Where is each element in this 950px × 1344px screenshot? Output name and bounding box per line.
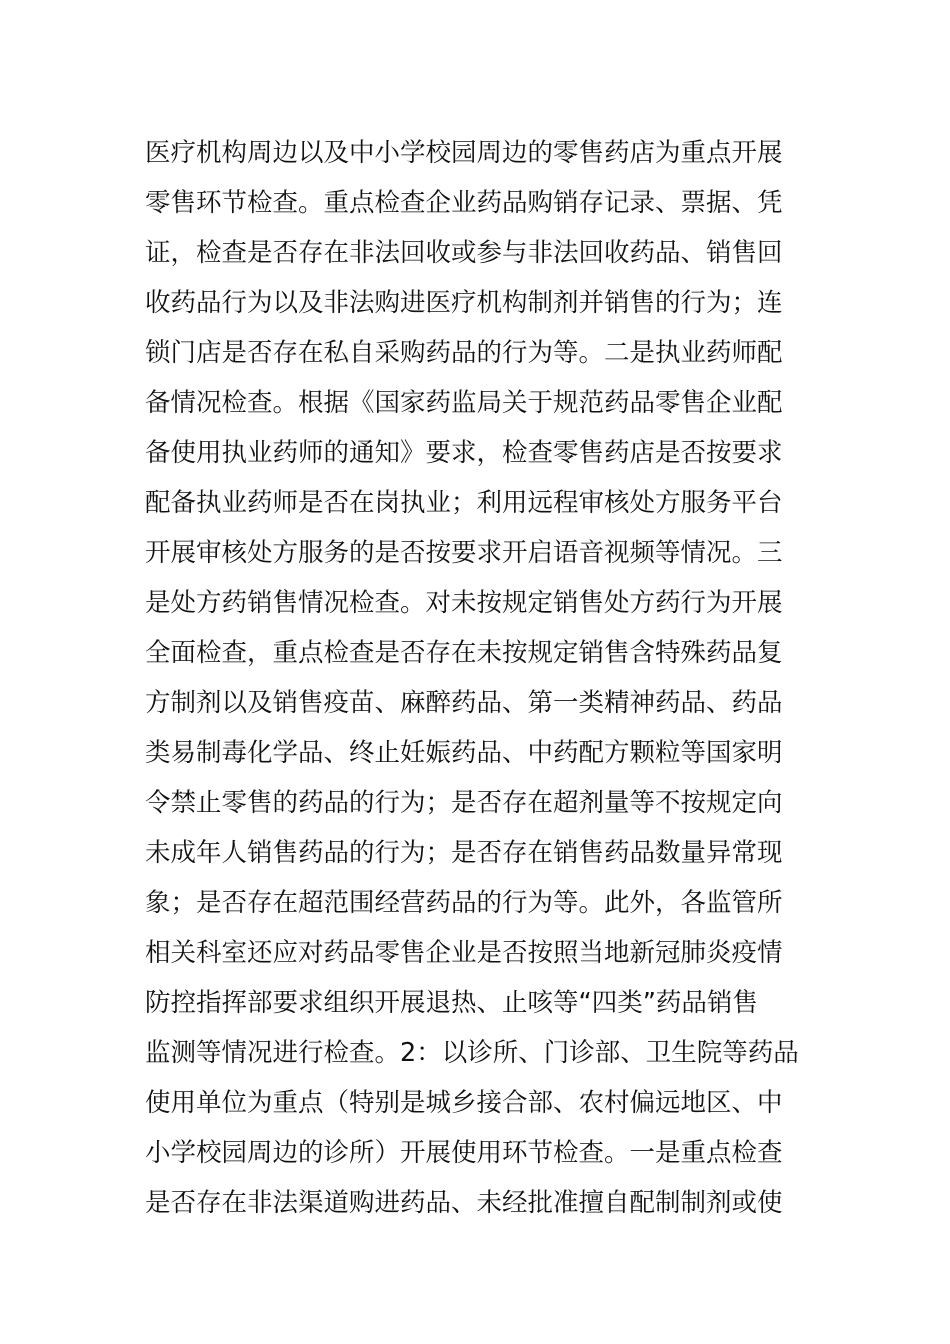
text-line-20: 使用单位为重点（特别是城乡接合部、农村偏远地区、中 xyxy=(145,1088,783,1118)
text-line-16: 象；是否存在超范围经营药品的行为等。此外，各监管所 xyxy=(145,888,783,918)
text-line-8: 配备执业药师是否在岗执业；利用远程审核处方服务平台 xyxy=(145,488,783,518)
text-line-5: 锁门店是否存在私自采购药品的行为等。二是执业药师配 xyxy=(145,338,783,368)
text-line-15: 未成年人销售药品的行为；是否存在销售药品数量异常现 xyxy=(145,838,783,868)
text-line-6: 备情况检查。根据《国家药监局关于规范药品零售企业配 xyxy=(145,388,783,418)
text-line-21: 小学校园周边的诊所）开展使用环节检查。一是重点检查 xyxy=(145,1138,783,1168)
text-line-9: 开展审核处方服务的是否按要求开启语音视频等情况。三 xyxy=(145,538,783,568)
text-line-4: 收药品行为以及非法购进医疗机构制剂并销售的行为；连 xyxy=(145,288,783,318)
body-text xyxy=(145,128,815,1228)
text-line-7: 备使用执业药师的通知》要求，检查零售药店是否按要求 xyxy=(145,438,783,468)
text-line-12: 方制剂以及销售疫苗、麻醉药品、第一类精神药品、药品 xyxy=(145,688,783,718)
text-line-17: 相关科室还应对药品零售企业是否按照当地新冠肺炎疫情 xyxy=(145,938,783,968)
text-line-13: 类易制毒化学品、终止妊娠药品、中药配方颗粒等国家明 xyxy=(145,738,783,768)
text-line-14: 令禁止零售的药品的行为；是否存在超剂量等不按规定向 xyxy=(145,788,783,818)
text-line-11: 全面检查，重点检查是否存在未按规定销售含特殊药品复 xyxy=(145,638,783,668)
text-line-18: 防控指挥部要求组织开展退热、止咳等“四类”药品销售 xyxy=(145,988,758,1018)
text-line-3: 证，检查是否存在非法回收或参与非法回收药品、销售回 xyxy=(145,238,783,268)
text-line-22: 是否存在非法渠道购进药品、未经批准擅自配制制剂或使 xyxy=(145,1188,783,1218)
text-line-10: 是处方药销售情况检查。对未按规定销售处方药行为开展 xyxy=(145,588,783,618)
text-line-19: 监测等情况进行检查。2：以诊所、门诊部、卫生院等药品 xyxy=(145,1038,799,1068)
text-line-1: 医疗机构周边以及中小学校园周边的零售药店为重点开展 xyxy=(145,138,783,168)
text-line-2: 零售环节检查。重点检查企业药品购销存记录、票据、凭 xyxy=(145,188,783,218)
